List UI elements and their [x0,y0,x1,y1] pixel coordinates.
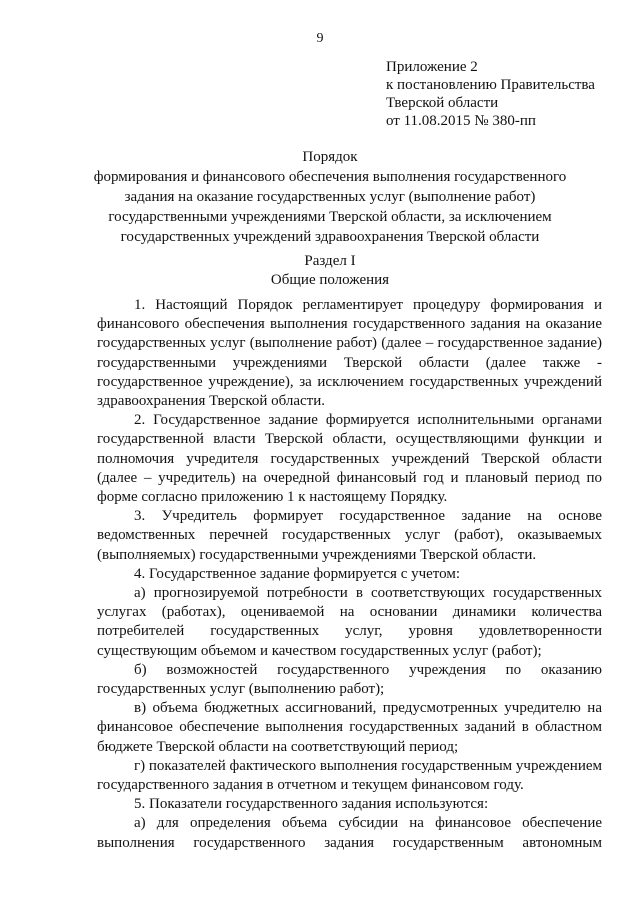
paragraph: г) показателей фактического выполнения государственным учреждением государственного задания в отчетном и текущем финансовом году. [97,757,602,794]
paragraph: а) для определения объема субсидии на финансовое обеспечение выполнения государственного задания государственным автономным [97,815,602,851]
title-line: формирования и финансового обеспечения выполнения государственного [93,169,567,185]
appendix-reference [386,58,626,130]
paragraph: б) возможностей государственного учреждения по оказанию государственных услуг (выполнению работ); [97,661,602,698]
paragraph: а) прогнозируемой потребности в соответствующих государственных услугах (работах), оцениваемой на основании динамики количества потребителей государственных услуг, уровня удовлетворенности существующим объемом и качеством государственных услуг (работ); [97,585,602,659]
paragraph: 4. Государственное задание формируется с учетом: [134,565,461,582]
paragraph: 1. Настоящий Порядок регламентирует процедуру формирования и финансового обеспечения выполнения государственного задания на оказание государственных услуг (выполнение работ) (далее – государственное задание) государственными учреждениями Тверской области (далее также - государственное учреждение), за исключением государственных учреждений здравоохранения Тверской области. [97,297,602,410]
paragraph: 5. Показатели государственного задания используются: [134,796,489,813]
appendix-line: Тверской области [386,95,499,111]
paragraph: 2. Государственное задание формируется исполнительными органами государственной власти Тверской области, осуществляющими функции и полномочия учредителя государственных учреждений Тверской области (далее – учредитель) на очередной финансовый год и плановый период по форме согласно приложению 1 к настоящему Порядку. [97,412,602,506]
title-heading: Порядок [302,149,358,165]
appendix-line: Приложение 2 [386,59,478,75]
appendix-line: к постановлению Правительства [386,77,595,93]
section-heading [60,252,600,290]
section-number: Раздел I [304,253,356,269]
title-line: задания на оказание государственных услуг (выполнение работ) [124,189,536,205]
paragraph: в) объема бюджетных ассигнований, предусмотренных учредителю на финансовое обеспечение выполнения государственных заданий в областном бюджете Тверской области на соответствующий период; [97,700,602,755]
paragraph: 3. Учредитель формирует государственное задание на основе ведомственных перечней государственных услуг (работ), оказываемых (выполняемых) государственными учреждениями Тверской области. [97,508,602,563]
document-title [60,147,600,247]
title-line: государственными учреждениями Тверской области, за исключением [108,209,552,225]
section-name: Общие положения [270,272,390,288]
appendix-line: от 11.08.2015 № 380-пп [386,113,536,129]
page-number: 9 [316,31,324,46]
title-line: государственных учреждений здравоохранения Тверской области [120,229,540,245]
document-body [97,296,602,853]
